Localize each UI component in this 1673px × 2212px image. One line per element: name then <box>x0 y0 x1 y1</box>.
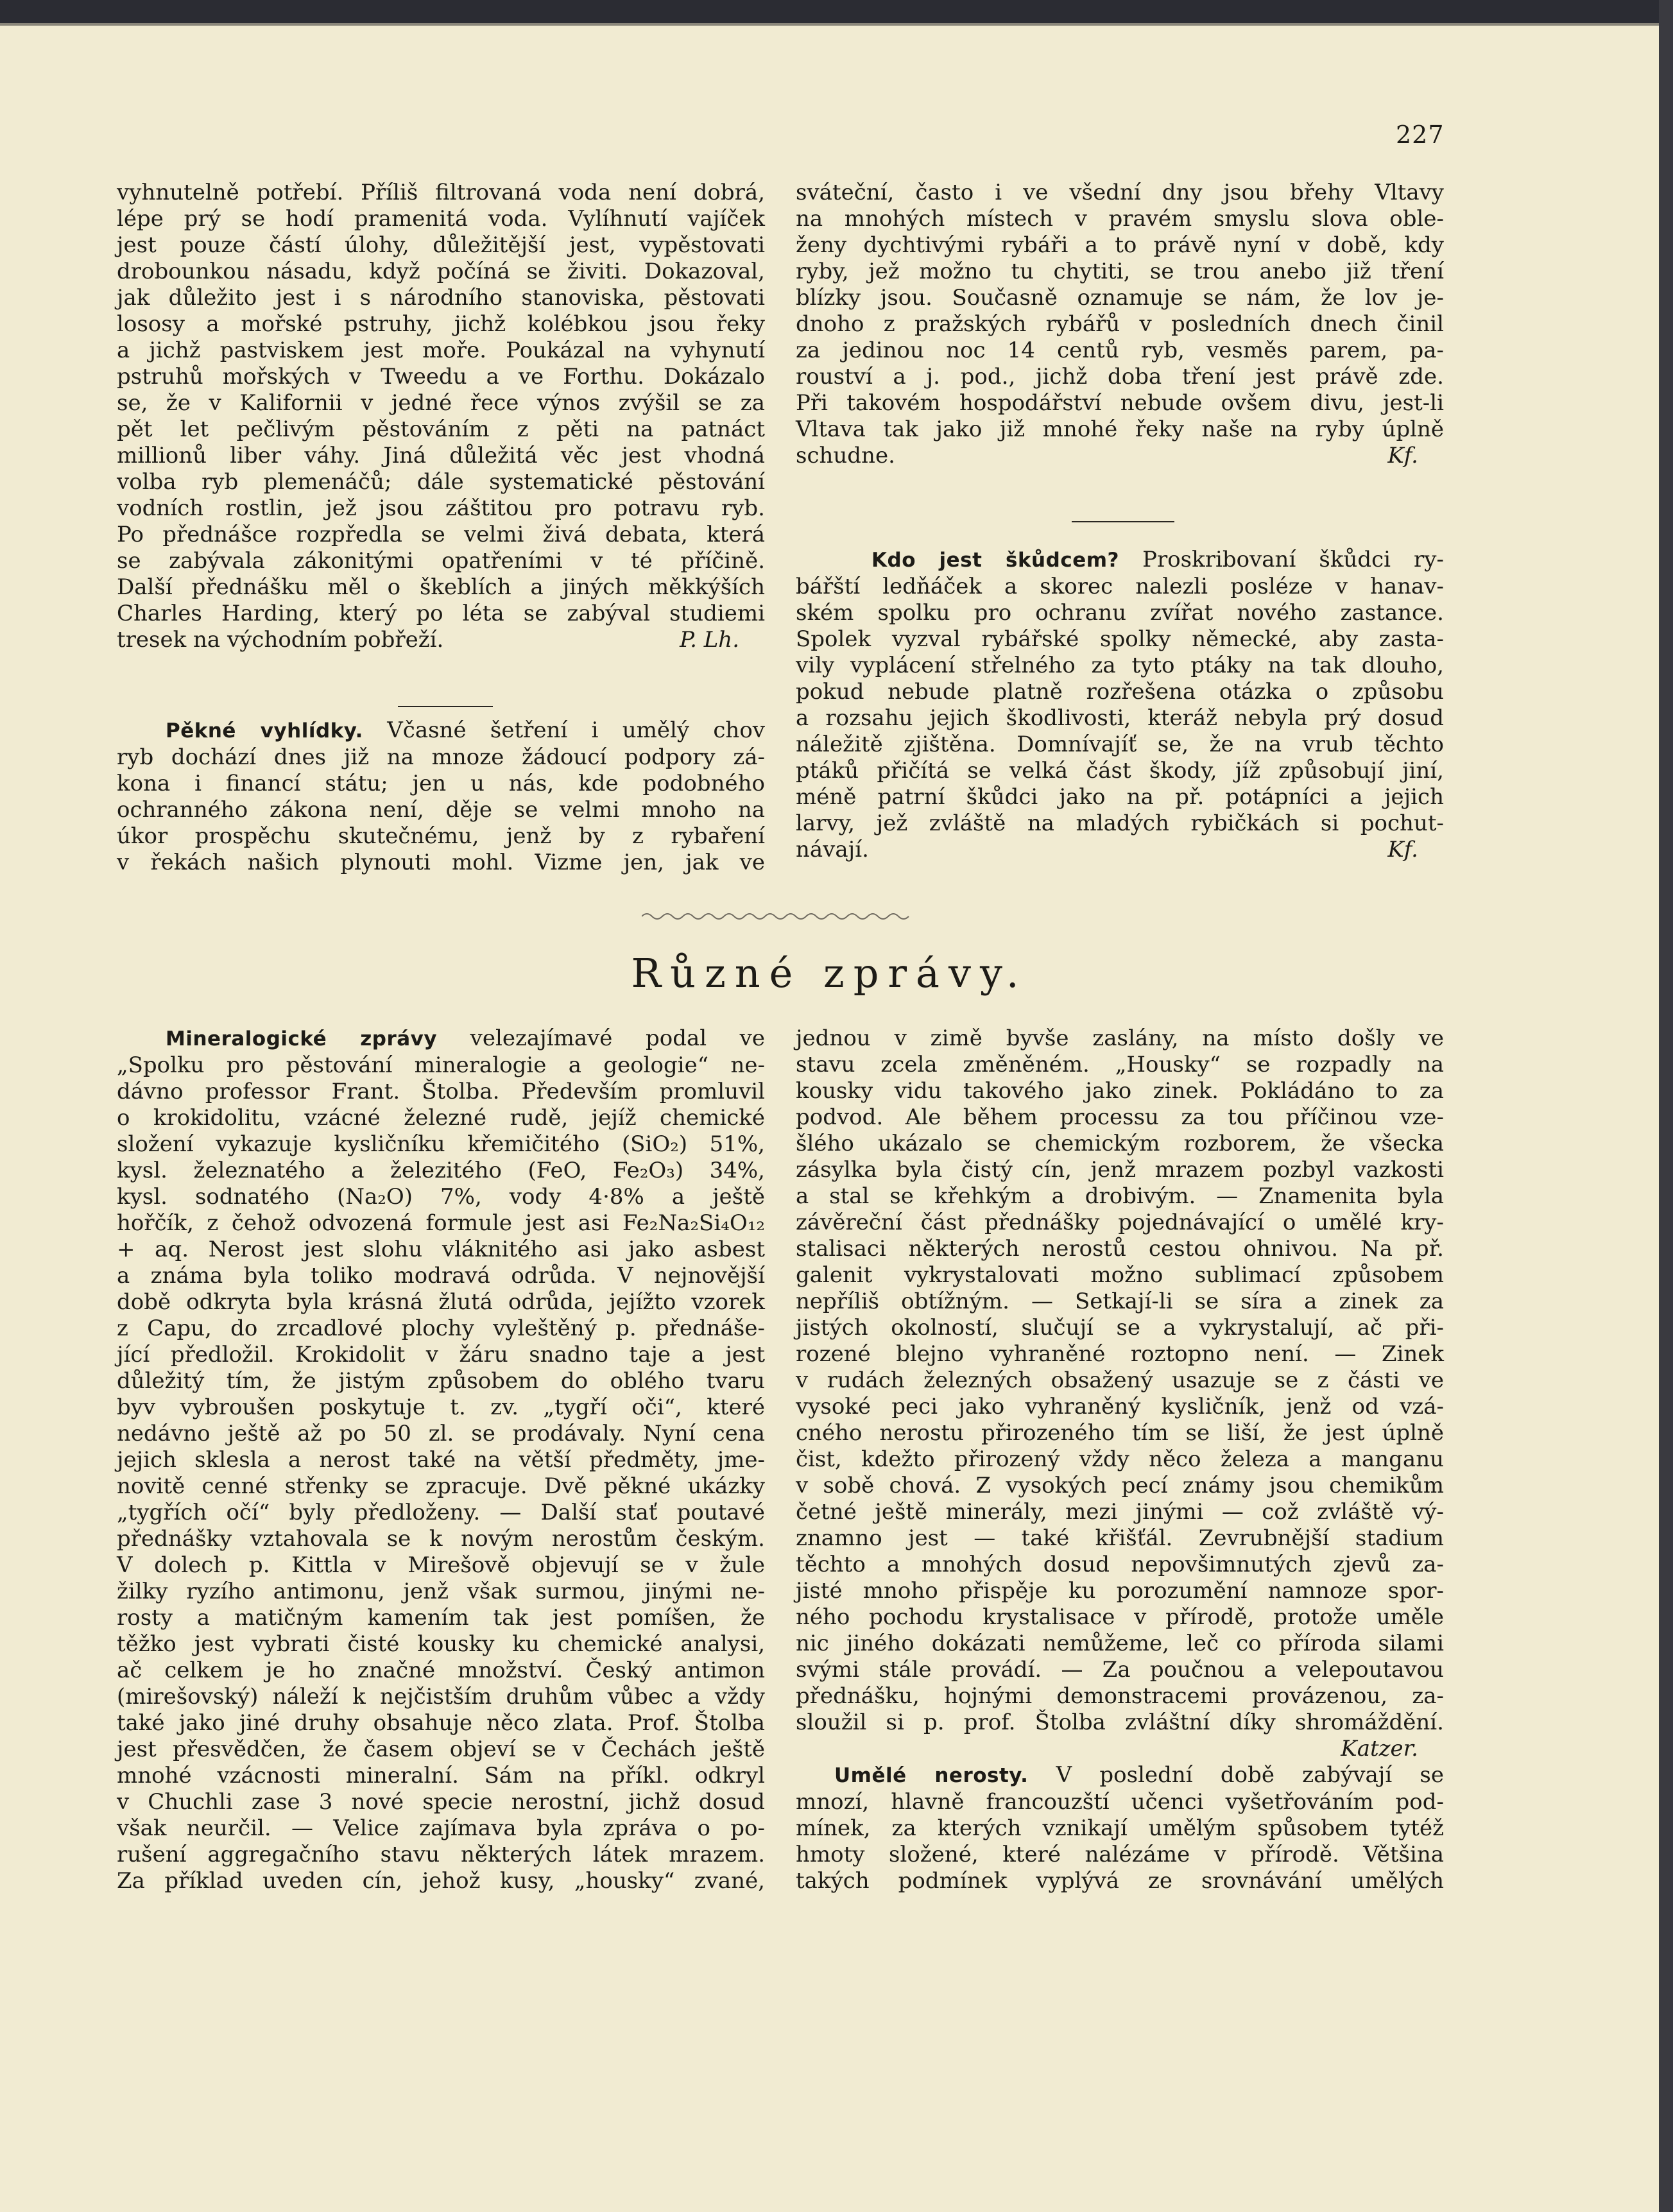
text-line: bářští ledňáček a skorec nalezli posléze v hanav- <box>796 574 1444 599</box>
text-line: nepříliš obtížným. — Setkají-li se síra a zinek za <box>796 1289 1444 1314</box>
text-line: V dolech p. Kittla v Mirešově objevují se v žule <box>117 1552 765 1578</box>
text-line: nic jiného dokázati nemůžeme, leč co příroda silami <box>796 1631 1444 1656</box>
text-line: z Capu, do zrcadlové plochy vyleštěný p. přednáše- <box>117 1316 765 1341</box>
text-line: ryb dochází dnes již na mnoze žádoucí podpory zá- <box>117 744 765 770</box>
signature: Kf. <box>1387 837 1418 862</box>
text-line: a známa byla toliko modravá odrůda. V nejnovější <box>117 1263 765 1289</box>
text-line: + aq. Nerost jest slohu vláknitého asi jako asbest <box>117 1237 765 1262</box>
signature: P. Lh. <box>680 627 739 653</box>
article-body <box>117 1052 765 1894</box>
text-line: v rudách železných obsažený usazuje se z části ve <box>796 1367 1444 1393</box>
text-line: lososy a mořské pstruhy, jichž kolébkou jsou řeky <box>117 311 765 337</box>
text-line: ženy dychtivými rybáři a to právě nyní v době, kdy <box>796 232 1444 258</box>
article-heading-line: Pěkné vyhlídky. Včasné šetření i umělý chov <box>166 717 766 743</box>
article-heading: Mineralogické zprávy <box>166 1027 438 1050</box>
signature-line <box>796 1736 1444 1762</box>
text-line: ochranného zákona není, děje se velmi mnoho na <box>117 797 765 823</box>
text-line: a stal se křehkým a drobivým. — Znamenita byla <box>796 1183 1444 1209</box>
text-line: o krokidolitu, vzácné železné rudě, jejíž chemické <box>117 1105 765 1131</box>
text-line: volba ryb plemenáčů; dále systematické pěstování <box>117 469 765 495</box>
text-line: hořčík, z čehož odvozená formule jest asi Fe₂Na₂Si₄O₁₂ <box>117 1210 765 1236</box>
text-line: Vltava tak jako již mnohé řeky naše na ryby úplně <box>796 416 1444 442</box>
text-line: vodních rostlin, jež jsou záštitou pro potravu ryb. <box>117 495 765 521</box>
article-heading: Pěkné vyhlídky. <box>166 719 363 742</box>
text-line: „Spolku pro pěstování mineralogie a geologie“ ne- <box>117 1052 765 1078</box>
text-line: četné ještě minerály, mezi jinými — což zvláště vý- <box>796 1499 1444 1525</box>
text-line: sváteční, často i ve všední dny jsou břehy Vltavy <box>796 180 1444 205</box>
text-line: takých podmínek vyplývá ze srovnávání umělých <box>796 1868 1444 1894</box>
article-body <box>796 1025 1444 1736</box>
text-line: galenit vykrystalovati možno sublimací způsobem <box>796 1262 1444 1288</box>
signature: Katzer. <box>1341 1736 1418 1762</box>
text-line: žilky ryzího antimonu, jenž však surmou, jinými ne- <box>117 1579 765 1604</box>
article-body <box>117 744 765 876</box>
text-line: a rozsahu jejich škodlivosti, kteráž nebyla prý dosud <box>796 705 1444 731</box>
text-line: jest přesvědčen, že časem objeví se v Čechách ještě <box>117 1736 765 1762</box>
article-last-line: schudne. Kf. <box>796 443 1418 468</box>
text-line: rozené blejno vyhraněné roztopno není. — Zinek <box>796 1341 1444 1367</box>
text-line: za jedinou noc 14 centů ryb, vesměs parem, pa- <box>796 338 1444 363</box>
text-line: ač celkem je ho značné množství. Český antimon <box>117 1658 765 1683</box>
text-line: Za příklad uveden cín, jehož kusy, „housky“ zvané, <box>117 1868 765 1894</box>
separator-rule <box>1072 521 1174 522</box>
text-line: pokud nebude platně rozřešena otázka o způsobu <box>796 679 1444 705</box>
top-left-column <box>117 180 765 653</box>
top-left-column-2 <box>117 717 765 876</box>
article-continuation <box>117 180 765 627</box>
text-line: také jako jiné druhy obsahuje něco zlata. Prof. Štolba <box>117 1710 765 1736</box>
text-line: přednášky vztahovala se k novým nerostům českým. <box>117 1526 765 1552</box>
page-number: 227 <box>1396 121 1445 149</box>
text-line: podvod. Ale během processu za tou příčinou vze- <box>796 1104 1444 1130</box>
text-line: „tygřích očí“ byly předloženy. — Další stať poutavé <box>117 1500 765 1525</box>
text-line: ryby, jež možno tu chytiti, se trou anebo již tření <box>796 259 1444 284</box>
text-line: byv vybroušen poskytuje t. zv. „tygří oči“, které <box>117 1394 765 1420</box>
signature: Kf. <box>1387 443 1418 468</box>
article-body <box>796 574 1444 837</box>
article-last-line: tresek na východním pobřeží. P. Lh. <box>117 627 739 653</box>
text-line: se zabývala zákonitými opatřeními v té příčině. <box>117 548 765 574</box>
text-line: přednášku, hojnými demonstracemi provázenou, za- <box>796 1683 1444 1709</box>
article-continuation <box>796 180 1444 443</box>
text-line: šlého ukázalo se chemickým rozborem, že všecka <box>796 1131 1444 1156</box>
bottom-right-column <box>796 1025 1444 1894</box>
text-line: cného nerostu přirozeného tím se liší, že jest úplně <box>796 1420 1444 1446</box>
article-heading-line: Mineralogické zprávy velezajímavé podal ve <box>166 1025 765 1051</box>
ornament-wavy-rule <box>642 911 911 922</box>
text-line: jak důležito jest i s národního stanoviska, pěstovati <box>117 285 765 311</box>
text-line: se, že v Kalifornii v jedné řece výnos zvýšil se za <box>117 390 765 416</box>
article-body <box>796 1789 1444 1894</box>
section-title: Různé zprávy. <box>631 950 1028 997</box>
text-line: znamno jest — také křišťál. Zevrubnější stadium <box>796 1525 1444 1551</box>
text-line: v Chuchli zase 3 nové specie nerostní, jichž dosud <box>117 1789 765 1815</box>
text-line: v řekách našich plynouti mohl. Vizme jen, jak ve <box>117 850 765 875</box>
text-line: jest pouze částí úlohy, důležitější jest, vypěstovati <box>117 232 765 258</box>
text-line: blízky jsou. Současně oznamuje se nám, že lov je- <box>796 285 1444 311</box>
text-line: době odkryta byla krásná žlutá odrůda, jejížto vzorek <box>117 1289 765 1315</box>
text-line: Po přednášce rozpředla se velmi živá debata, která <box>117 522 765 547</box>
text-line: Spolek vyzval rybářské spolky německé, aby zasta- <box>796 626 1444 652</box>
text-line: náležitě zjištěna. Domnívajíť se, že na vrub těchto <box>796 732 1444 757</box>
text-line: a jichž pastviskem jest moře. Poukázal na vyhynutí <box>117 338 765 363</box>
text-line: millionů liber váhy. Jiná důležitá věc jest vhodná <box>117 443 765 468</box>
text-line: těžko jest vybrati čisté kousky ku chemické analysi, <box>117 1631 765 1657</box>
text-line: sloužil si p. prof. Štolba zvláštní díky shromáždění. <box>796 1710 1444 1735</box>
text-line: stavu zcela změněném. „Housky“ se rozpadly na <box>796 1052 1444 1077</box>
text-line: pět let pečlivým pěstováním z pěti na patnáct <box>117 416 765 442</box>
text-line: kysl. železnatého a železitého (FeO, Fe₂O₃) 34%, <box>117 1158 765 1183</box>
article-heading: Umělé nerosty. <box>834 1764 1029 1787</box>
text-line: kona i financí státu; jen u nás, kde podobného <box>117 771 765 796</box>
text-line: drobounkou násadu, když počíná se živiti. Dokazoval, <box>117 259 765 284</box>
text-line: lépe prý se hodí pramenitá voda. Vylíhnutí vajíček <box>117 206 765 232</box>
text-line: Charles Harding, který po léta se zabýval studiemi <box>117 601 765 626</box>
text-line: jící předložil. Krokidolit v žáru snadno taje a jest <box>117 1342 765 1367</box>
text-line: ském spolku pro ochranu zvířat nového zastance. <box>796 600 1444 626</box>
text-line: jisté mnoho přispěje ku porozumění namnoze spor- <box>796 1578 1444 1604</box>
separator-rule <box>398 706 493 707</box>
text-line: vily vyplácení střelného za tyto ptáky na tak dlouho, <box>796 653 1444 678</box>
article-heading-line: Kdo jest škůdcem? Proskribovaní škůdci ry- <box>871 547 1444 572</box>
scan-top-edge <box>0 0 1673 23</box>
bottom-left-column <box>117 1025 765 1894</box>
text-line: těchto a mnohých dosud nepovšimnutých zjevů za- <box>796 1552 1444 1577</box>
text-line: vyhnutelně potřebí. Příliš filtrovaná voda není dobrá, <box>117 180 765 205</box>
text-line: kousky vidu takového jako zinek. Pokládáno to za <box>796 1078 1444 1104</box>
text-line: stalisaci některých nerostů cestou ohnivou. Na př. <box>796 1236 1444 1262</box>
text-line: dnoho z pražských rybářů v posledních dnech činil <box>796 311 1444 337</box>
text-line: (mirešovský) náleží k nejčistším druhům vůbec a vždy <box>117 1684 765 1710</box>
text-line: mínek, za kterých vznikají umělým spůsobem tytéž <box>796 1815 1444 1841</box>
text-line: rosty a matičným kamením tak jest pomíšen, že <box>117 1605 765 1631</box>
text-line: Další přednášku měl o škeblích a jiných měkkýších <box>117 574 765 600</box>
text-line: závěreční část přednášky pojednávající o umělé kry- <box>796 1210 1444 1235</box>
text-line: méně patrní škůdci jako na př. potápníci a jejich <box>796 784 1444 810</box>
text-line: jistých okolností, slučují se a vykrystalují, ač při- <box>796 1315 1444 1341</box>
text-line: čist, kdežto přirozený vždy něco železa a manganu <box>796 1446 1444 1472</box>
text-line: nedávno ještě až po 50 zl. se prodávaly. Nyní cena <box>117 1421 765 1446</box>
text-line: Při takovém hospodářství nebude ovšem divu, jest-li <box>796 390 1444 416</box>
text-line: hmoty složené, které nalézáme v přírodě. Většina <box>796 1842 1444 1867</box>
text-line: úkor prospěchu skutečnému, jenž by z rybaření <box>117 823 765 849</box>
text-line: jednou v zimě byvše zaslány, na místo došly ve <box>796 1025 1444 1051</box>
text-line: larvy, jež zvláště na mladých rybičkách si pochut- <box>796 810 1444 836</box>
text-line: jejich sklesla a nerost také na větší předměty, jme- <box>117 1447 765 1473</box>
text-line: pstruhů mořských v Tweedu a ve Forthu. Dokázalo <box>117 364 765 390</box>
text-line: novitě cenné střenky se zpracuje. Dvě pěkné ukázky <box>117 1473 765 1499</box>
article-last-line: návají. Kf. <box>796 837 1418 862</box>
text-line: mnozí, hlavně francouzští učenci vyšetřováním pod- <box>796 1789 1444 1815</box>
text-line: na mnohých místech v pravém smyslu slova oble- <box>796 206 1444 232</box>
scan-right-edge <box>1659 0 1673 2212</box>
text-line: kysl. sodnatého (Na₂O) 7%, vody 4·8% a ještě <box>117 1184 765 1210</box>
text-line: důležitý tím, že jistým způsobem do oblého tvaru <box>117 1368 765 1394</box>
text-line: ptáků přičítá se velká část škody, jíž způsobují jiní, <box>796 758 1444 784</box>
article-heading: Kdo jest škůdcem? <box>871 549 1120 572</box>
text-line: dávno professor Frant. Štolba. Především promluvil <box>117 1079 765 1104</box>
text-line: vysoké peci jako vyhraněný kysličník, jenž od vzá- <box>796 1394 1444 1419</box>
top-right-column <box>796 180 1444 469</box>
article-heading-line: Umělé nerosty. V poslední době zabývají se <box>834 1762 1444 1788</box>
text-line: zásylka byla čistý cín, jenž mrazem pozbyl vazkosti <box>796 1157 1444 1183</box>
text-line: mnohé vzácnosti mineralní. Sám na příkl. odkryl <box>117 1763 765 1788</box>
text-line: složení vykazuje kysličníku křemičitého (SiO₂) 51%, <box>117 1131 765 1157</box>
text-line: ného pochodu krystalisace v přírodě, protože uměle <box>796 1604 1444 1630</box>
text-line: rouství a j. pod., jichž doba tření jest právě zde. <box>796 364 1444 390</box>
text-line: rušení aggregačního stavu některých látek mrazem. <box>117 1842 765 1867</box>
text-line: však neurčil. — Velice zajímava byla zpráva o po- <box>117 1815 765 1841</box>
text-line: svými stále provádí. — Za poučnou a velepoutavou <box>796 1657 1444 1683</box>
top-right-column-2 <box>796 547 1444 863</box>
text-line: v sobě chová. Z vysokých pecí známy jsou chemikům <box>796 1473 1444 1498</box>
